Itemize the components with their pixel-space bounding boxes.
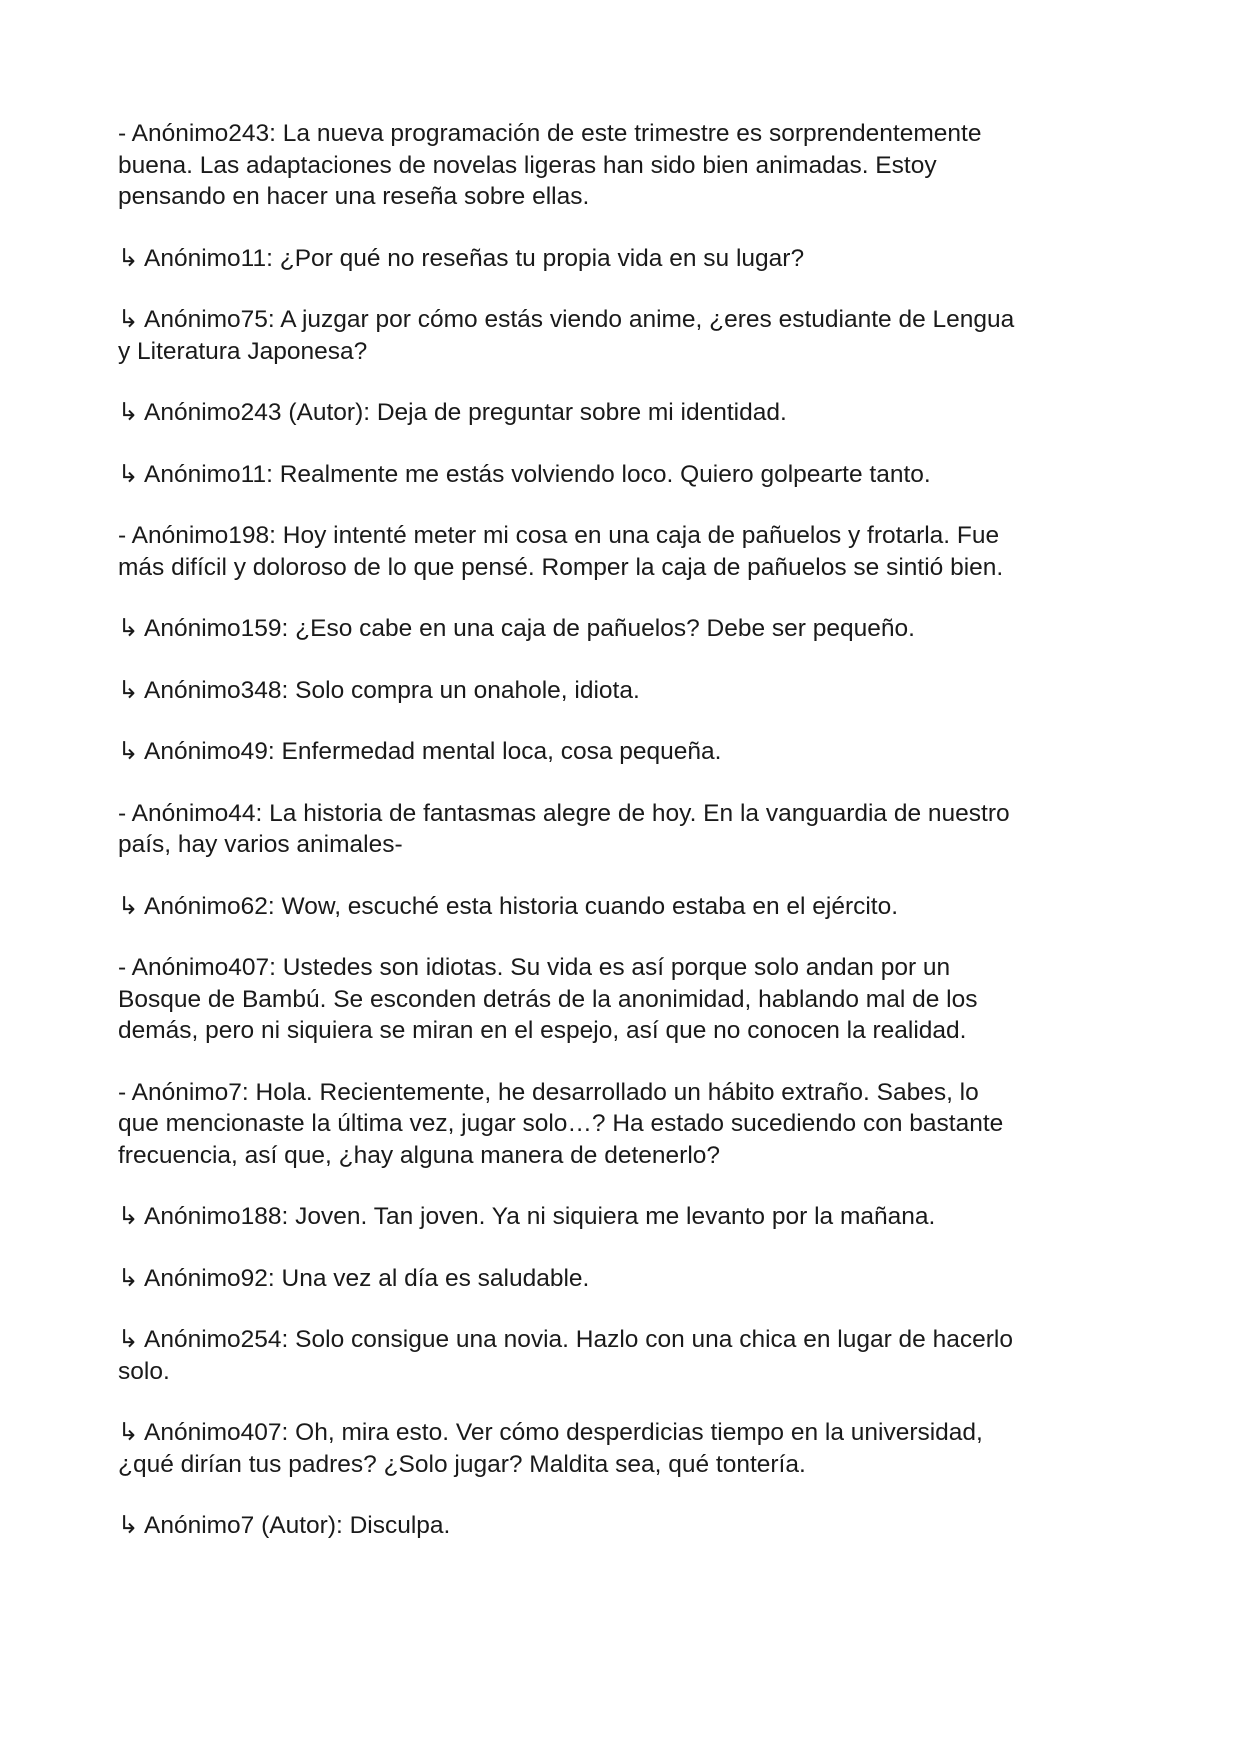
reply-anonimo254: ↳ Anónimo254: Solo consigue una novia. Hazlo con una chica en lugar de hacerlo solo. [118,1326,1013,1385]
post-anonimo243: - Anónimo243: La nueva programación de este trimestre es sorprendentemente buena. Las adaptaciones de novelas ligeras han sido bien animadas. Estoy pensando en hacer una reseña sobre ellas. [118,120,982,210]
post-anonimo198: - Anónimo198: Hoy intenté meter mi cosa en una caja de pañuelos y frotarla. Fue más difícil y doloroso de lo que pensé. Romper la caja de pañuelos se sintió bien. [118,522,1004,581]
reply-anonimo407: ↳ Anónimo407: Oh, mira esto. Ver cómo desperdicias tiempo en la universidad, ¿qué dirían tus padres? ¿Solo jugar? Maldita sea, qué tontería. [118,1419,983,1478]
reply-anonimo159: ↳ Anónimo159: ¿Eso cabe en una caja de pañuelos? Debe ser pequeño. [118,615,915,642]
post-anonimo407: - Anónimo407: Ustedes son idiotas. Su vida es así porque solo andan por un Bosque de Bambú. Se esconden detrás de la anonimidad, hablando mal de los demás, pero ni siquiera se miran en el espejo, así que no conocen la realidad. [118,954,978,1044]
reply-anonimo11: ↳ Anónimo11: ¿Por qué no reseñas tu propia vida en su lugar? [118,244,805,272]
reply-anonimo7-author: ↳ Anónimo7 (Autor): Disculpa. [118,1512,451,1539]
document-body [118,118,1128,1572]
reply-anonimo62: ↳ Anónimo62: Wow, escuché esta historia cuando estaba en el ejército. [118,892,899,920]
reply-anonimo49: ↳ Anónimo49: Enfermedad mental loca, cosa pequeña. [118,738,722,765]
post-anonimo44: - Anónimo44: La historia de fantasmas alegre de hoy. En la vanguardia de nuestro país, hay varios animales- [118,799,1010,858]
reply-anonimo188: ↳ Anónimo188: Joven. Tan joven. Ya ni siquiera me levanto por la mañana. [118,1203,936,1230]
reply-anonimo11-second: ↳ Anónimo11: Realmente me estás volviendo loco. Quiero golpearte tanto. [118,460,931,488]
reply-anonimo75: ↳ Anónimo75: A juzgar por cómo estás viendo anime, ¿eres estudiante de Lengua y Literatura Japonesa? [118,306,1015,365]
post-anonimo7: - Anónimo7: Hola. Recientemente, he desarrollado un hábito extraño. Sabes, lo que mencionaste la última vez, jugar solo…? Ha estado sucediendo con bastante frecuencia, así que, ¿hay alguna manera de detenerlo? [118,1078,1004,1169]
reply-anonimo92: ↳ Anónimo92: Una vez al día es saludable. [118,1264,590,1292]
reply-anonimo243-author: ↳ Anónimo243 (Autor): Deja de preguntar sobre mi identidad. [118,399,787,426]
reply-anonimo348: ↳ Anónimo348: Solo compra un onahole, idiota. [118,676,640,704]
